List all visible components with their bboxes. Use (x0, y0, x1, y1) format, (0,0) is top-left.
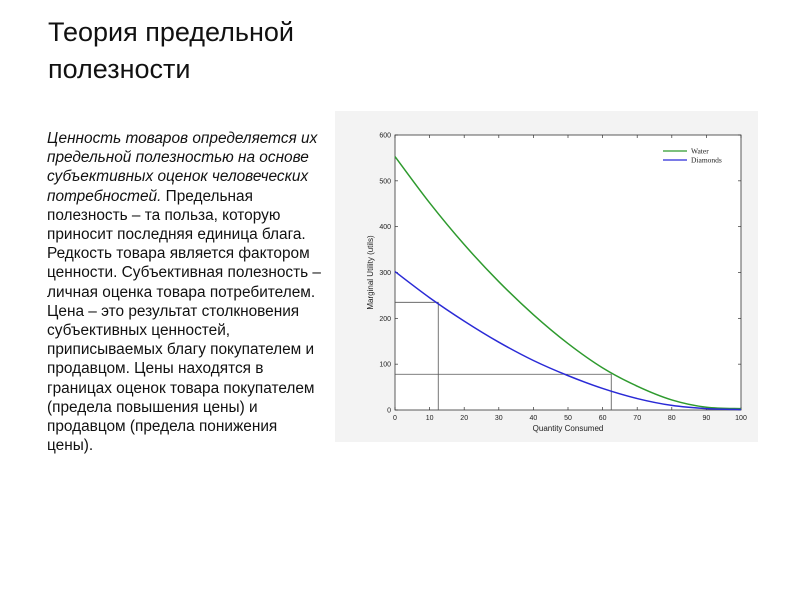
x-tick-label-80: 80 (667, 415, 676, 422)
y-tick-label-100: 100 (379, 361, 391, 369)
paragraph-explanation: Предельная полезность – та польза, которую приносит последняя единица блага. Редкость товара является фактором ценности. Субъективная полезность – личная оценка товара потребителем. Цена – это результат столкновения субъективных ценностей, приписываемых благу покупателем и продавцом. Цены находятся в границах оценок товара покупателем (предела повышения цены) и продавцом (предела понижения цены). (47, 187, 321, 455)
slide-title: Теория предельной полезности (48, 17, 294, 84)
paragraph-definition: Ценность товаров определяется их предельной полезностью на основе субъективных оценок человеческих потребностей. (47, 130, 318, 205)
x-tick-label-20: 20 (460, 415, 469, 422)
slide-body-text (47, 129, 322, 455)
y-tick-label-600: 600 (379, 132, 391, 140)
chart-svg (335, 111, 758, 442)
x-tick-label-50: 50 (564, 415, 572, 422)
x-tick-label-60: 60 (598, 415, 607, 422)
marginal-utility-chart (335, 111, 758, 442)
legend-label-diamonds: Diamonds (691, 155, 722, 165)
x-tick-label-70: 70 (633, 415, 642, 422)
y-tick-label-400: 400 (379, 224, 391, 232)
x-tick-label-10: 10 (425, 415, 434, 422)
y-axis-label: Marginal Utility (utils) (366, 235, 375, 310)
x-tick-label-40: 40 (529, 415, 538, 422)
plot-area (395, 135, 741, 410)
legend-label-water: Water (691, 146, 709, 156)
x-axis-label: Quantity Consumed (532, 424, 604, 433)
x-tick-label-90: 90 (702, 415, 711, 422)
y-tick-label-0: 0 (387, 407, 391, 415)
y-tick-label-200: 200 (379, 315, 391, 323)
y-tick-label-500: 500 (379, 178, 391, 186)
x-tick-label-100: 100 (735, 415, 747, 422)
x-tick-label-30: 30 (494, 415, 503, 422)
x-tick-label-0: 0 (393, 415, 397, 422)
y-tick-label-300: 300 (379, 270, 391, 277)
